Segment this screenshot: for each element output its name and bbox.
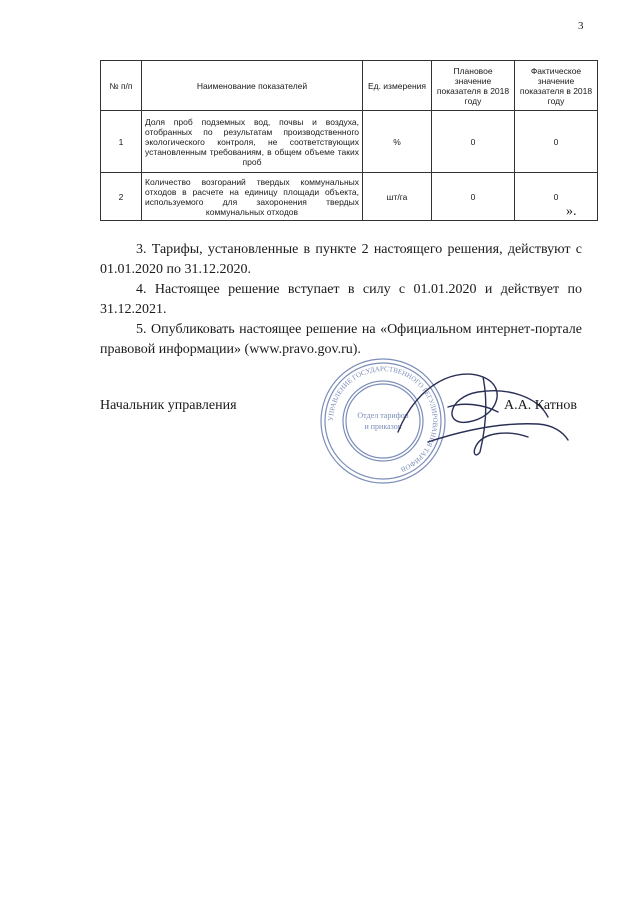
- header-actual-value: Фактическое значение показателя в 2018 году: [515, 61, 598, 111]
- row-indicator-name: Количество возгораний твердых коммунальных отходов в расчете на единицу площади объекта, используемого для захоронения твердых коммунальных отходов: [142, 173, 363, 221]
- row-planned-value: 0: [432, 111, 515, 173]
- page-number: 3: [578, 20, 584, 32]
- paragraph-4: 4. Настоящее решение вступает в силу с 01.01.2020 и действует по 31.12.2021.: [100, 282, 582, 317]
- row-planned-value: 0: [432, 173, 515, 221]
- signer-name: А.А. Катнов: [504, 398, 577, 413]
- table-row: [101, 173, 598, 221]
- header-unit: Ед. измерения: [363, 61, 432, 111]
- paragraph-5: 5. Опубликовать настоящее решение на «Официальном интернет-портале правовой информации» (www.pravo.gov.ru).: [100, 322, 582, 357]
- seal-ring-text: УПРАВЛЕНИЕ ГОСУДАРСТВЕННОГО РЕГУЛИРОВАНИЯ ТАРИФОВ: [326, 364, 440, 474]
- row-number: 1: [101, 111, 142, 173]
- row-indicator-name: Доля проб подземных вод, почвы и воздуха, отобранных по результатам производственного экологического контроля, не соответствующих установленным требованиям, в общем объеме таких проб: [142, 111, 363, 173]
- table-row: [101, 111, 598, 173]
- row-unit: %: [363, 111, 432, 173]
- row-number: 2: [101, 173, 142, 221]
- seal-center-line-1: Отдел тарифов: [357, 411, 409, 420]
- table-header-row: [101, 61, 598, 111]
- header-planned-value: Плановое значение показателя в 2018 году: [432, 61, 515, 111]
- row-unit: шт/га: [363, 173, 432, 221]
- closing-quote-mark: ».: [566, 204, 577, 219]
- signer-title: Начальник управления: [100, 398, 237, 413]
- paragraph-3: 3. Тарифы, установленные в пункте 2 настоящего решения, действуют с 01.01.2020 по 31.12.2020.: [100, 242, 582, 277]
- row-actual-value: 0: [515, 111, 598, 173]
- seal-center-line-2: и приказов: [364, 422, 402, 431]
- header-indicator-name: Наименование показателей: [142, 61, 363, 111]
- header-number: № п/п: [101, 61, 142, 111]
- row-actual-value: 0: [515, 173, 598, 221]
- indicators-table: [100, 60, 598, 221]
